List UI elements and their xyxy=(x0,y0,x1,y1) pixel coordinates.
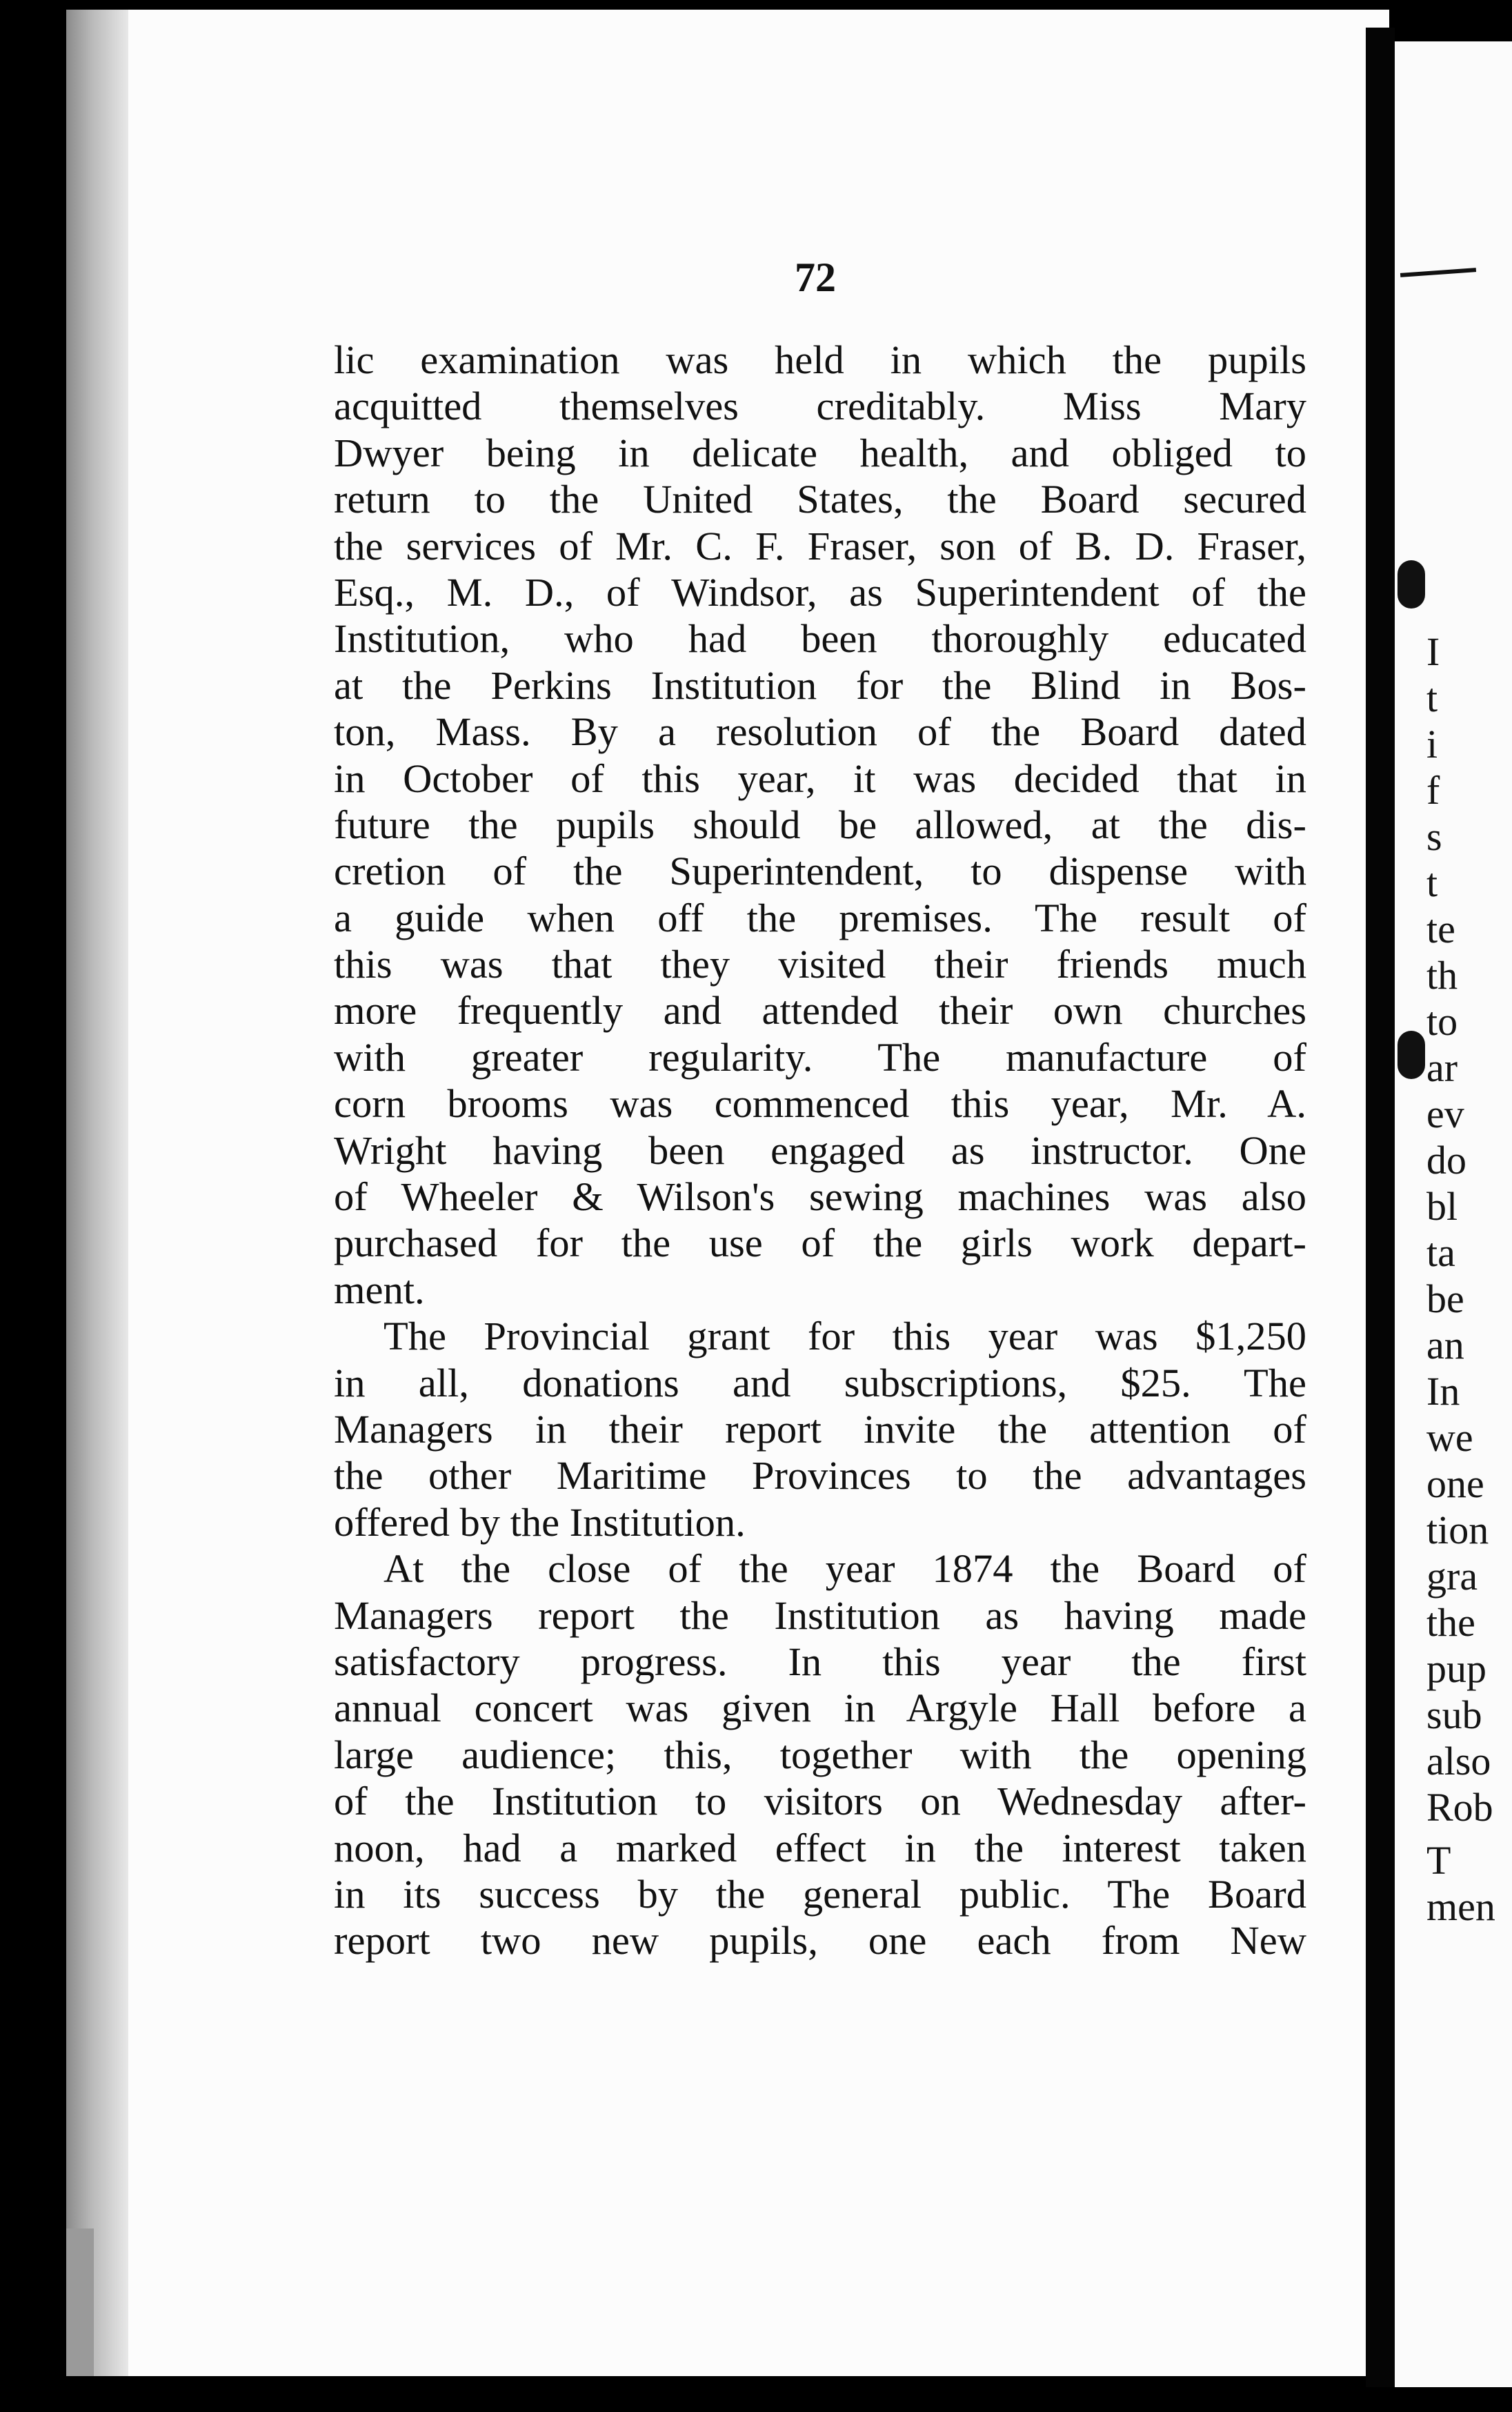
right-page-fragment: In xyxy=(1426,1369,1460,1414)
text-line: acquitted themselves creditably. Miss Mary xyxy=(334,384,1306,429)
right-page-fragment: men xyxy=(1426,1884,1495,1929)
text-line: lic examination was held in which the pupils xyxy=(334,337,1306,382)
text-line: in all, donations and subscriptions, $25. The xyxy=(334,1360,1306,1405)
text-line: in its success by the general public. The Board xyxy=(334,1871,1306,1917)
page-edge-shadow xyxy=(66,10,128,2376)
text-line: annual concert was given in Argyle Hall before a xyxy=(334,1686,1306,1731)
text-line: of the Institution to visitors on Wednesday after- xyxy=(334,1779,1306,1824)
right-page-fragment: f xyxy=(1426,768,1440,813)
text-line: Wright having been engaged as instructor. One xyxy=(334,1127,1306,1173)
text-line: cretion of the Superintendent, to dispense with xyxy=(334,849,1306,894)
right-page-fragment: an xyxy=(1426,1323,1464,1367)
text-line: noon, had a marked effect in the interest taken xyxy=(334,1825,1306,1870)
text-line: The Provincial grant for this year was $1,250 xyxy=(384,1314,1306,1359)
text-line: in October of this year, it was decided that in xyxy=(334,755,1306,801)
text-line: Esq., M. D., of Windsor, as Superintendent of the xyxy=(334,569,1306,615)
right-page-fragment: tion xyxy=(1426,1508,1489,1552)
text-line: future the pupils should be allowed, at the dis- xyxy=(334,802,1306,847)
paragraph-3 xyxy=(334,1545,1306,1964)
book-spine xyxy=(1366,28,1395,2387)
right-page-fragment: ev xyxy=(1426,1091,1464,1136)
text-line: report two new pupils, one each from New xyxy=(334,1918,1306,1964)
right-page-fragment: te xyxy=(1426,907,1455,951)
right-page-fragment: to xyxy=(1426,999,1458,1044)
paragraph-1 xyxy=(334,337,1306,1313)
binding-mark xyxy=(1397,560,1425,609)
right-page-fragment: ar xyxy=(1426,1045,1458,1090)
right-page-fragment: s xyxy=(1426,814,1442,859)
right-page-fragment: bl xyxy=(1426,1184,1458,1229)
text-line: large audience; this, together with the opening xyxy=(334,1732,1306,1777)
right-page-fragment: t xyxy=(1426,860,1438,905)
right-page-fragment: be xyxy=(1426,1276,1464,1321)
text-line: satisfactory progress. In this year the first xyxy=(334,1639,1306,1684)
paragraph-2 xyxy=(334,1313,1306,1545)
text-line: At the close of the year 1874 the Board of xyxy=(384,1546,1306,1592)
text-line: ton, Mass. By a resolution of the Board dated xyxy=(334,709,1306,755)
text-line: return to the United States, the Board secured xyxy=(334,477,1306,522)
text-line: Managers in their report invite the attention of xyxy=(334,1406,1306,1452)
text-line: the services of Mr. C. F. Fraser, son of B. D. Fraser, xyxy=(334,523,1306,569)
page-edge-shadow-bottom xyxy=(66,2228,94,2376)
right-page-fragment: gra xyxy=(1426,1554,1478,1599)
text-line: more frequently and attended their own churches xyxy=(334,988,1306,1034)
text-line: offered by the Institution. xyxy=(334,1499,746,1545)
right-page-fragment: pup xyxy=(1426,1646,1486,1691)
right-page-fragment: i xyxy=(1426,722,1438,767)
right-page-fragment: the xyxy=(1426,1600,1475,1645)
text-line: Dwyer being in delicate health, and obliged to xyxy=(334,430,1306,475)
text-line: a guide when off the premises. The result of xyxy=(334,895,1306,940)
right-page-fragment: I xyxy=(1426,629,1440,674)
body-text xyxy=(334,337,1306,1964)
text-line: of Wheeler & Wilson's sewing machines was also xyxy=(334,1174,1306,1220)
right-page-fragment: Rob xyxy=(1426,1785,1493,1830)
text-line: corn brooms was commenced this year, Mr. A. xyxy=(334,1081,1306,1127)
right-page-fragment: ta xyxy=(1426,1230,1455,1275)
text-line: ment. xyxy=(334,1267,425,1312)
text-line: Institution, who had been thoroughly educated xyxy=(334,616,1306,662)
binding-mark xyxy=(1397,1031,1425,1079)
text-line: purchased for the use of the girls work depart- xyxy=(334,1220,1306,1266)
text-line: Managers report the Institution as having made xyxy=(334,1592,1306,1638)
right-page-fragment: sub xyxy=(1426,1692,1482,1737)
right-page-fragment: one xyxy=(1426,1461,1484,1506)
text-line: with greater regularity. The manufacture of xyxy=(334,1034,1306,1080)
right-page-fragment: T xyxy=(1426,1838,1451,1883)
right-page-fragment: th xyxy=(1426,953,1458,998)
right-page-fragment: also xyxy=(1426,1739,1491,1783)
right-page-fragment: we xyxy=(1426,1415,1473,1460)
text-line: at the Perkins Institution for the Blind in Bos- xyxy=(334,662,1306,708)
right-page-fragment: t xyxy=(1426,675,1438,720)
right-page-fragment: do xyxy=(1426,1138,1466,1183)
page-number: 72 xyxy=(795,255,836,300)
text-line: this was that they visited their friends much xyxy=(334,942,1306,987)
text-line: the other Maritime Provinces to the advantages xyxy=(334,1453,1306,1499)
